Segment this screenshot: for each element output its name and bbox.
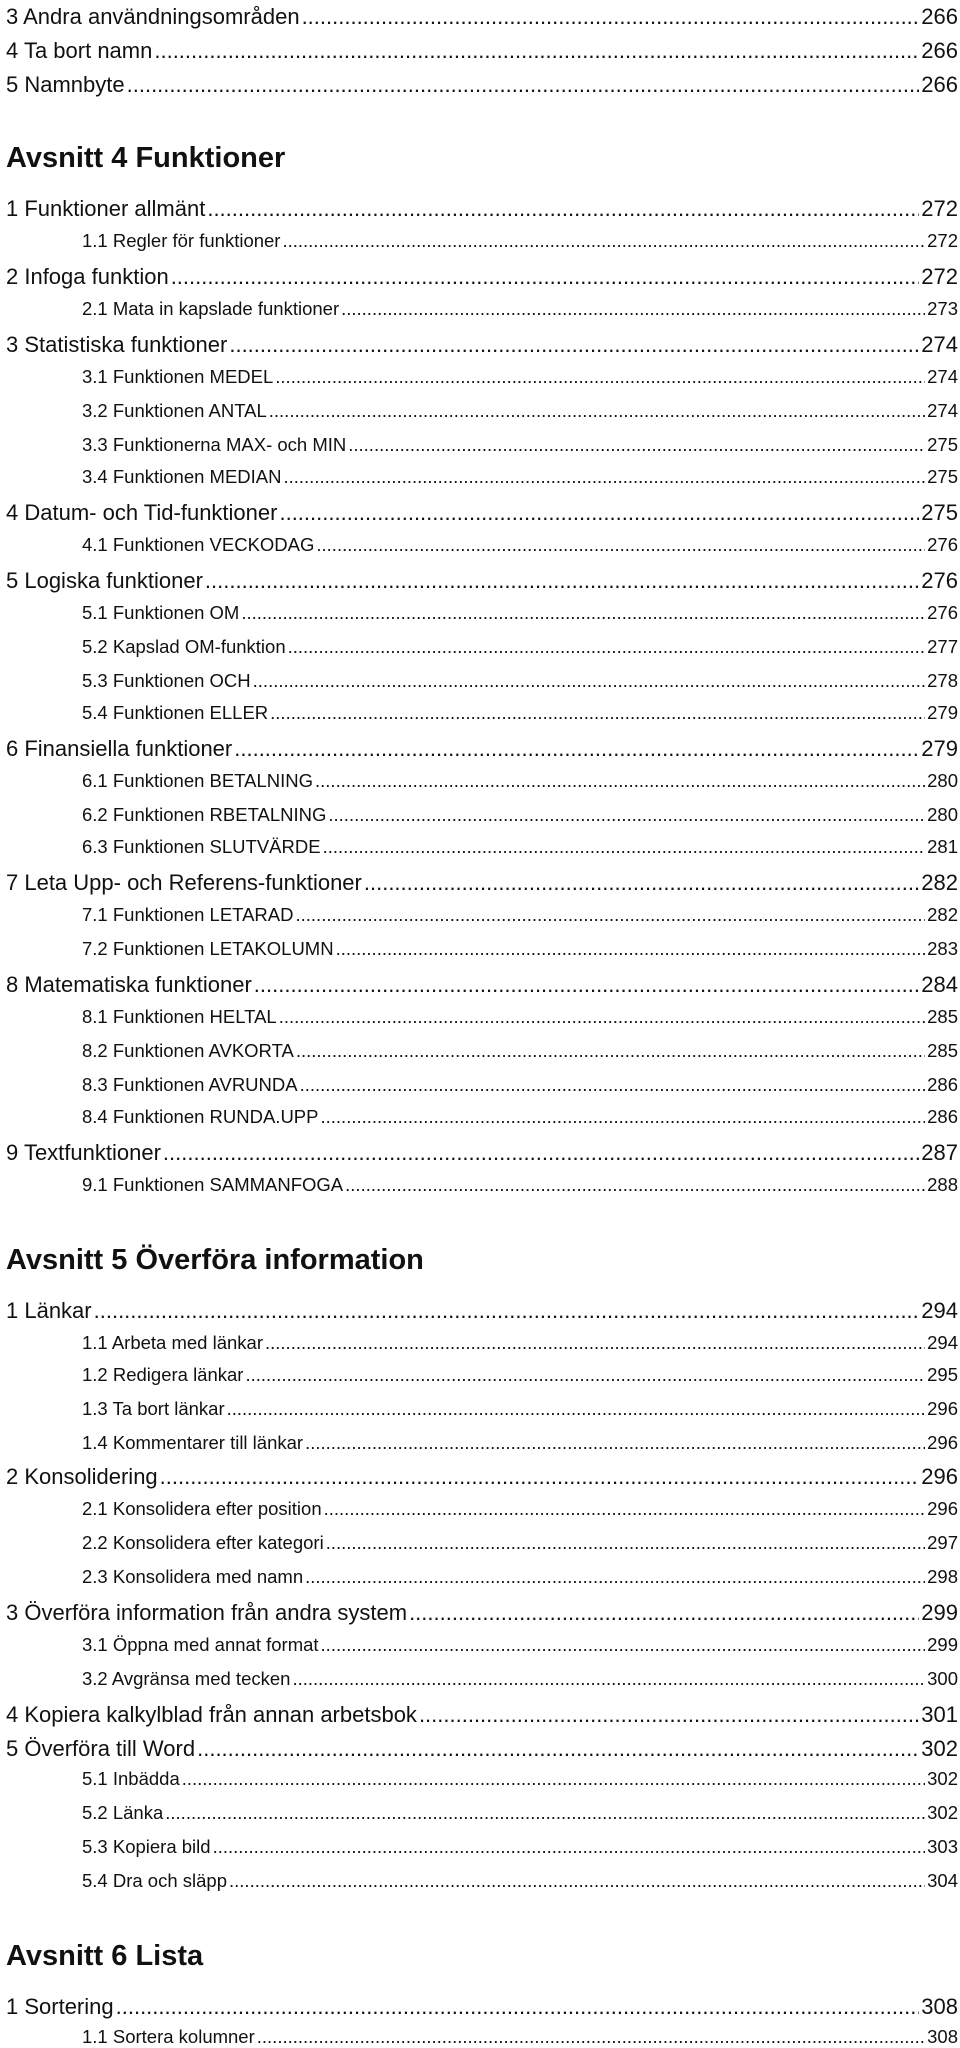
toc-page-number: 296 <box>921 1464 958 1489</box>
dot-leader <box>300 1074 926 1096</box>
dot-leader <box>227 1398 926 1420</box>
toc-page-number: 282 <box>927 904 958 925</box>
dot-leader <box>305 1432 925 1454</box>
dot-leader <box>328 804 925 826</box>
toc-page-number: 283 <box>927 938 958 959</box>
toc-entry[interactable] <box>6 1298 958 1324</box>
dot-leader <box>254 972 920 998</box>
toc-entry[interactable] <box>6 972 958 998</box>
dot-leader <box>213 1836 926 1858</box>
toc-entry[interactable] <box>6 4 958 30</box>
toc-entry[interactable] <box>6 1464 958 1490</box>
toc-page-number: 302 <box>921 1736 958 1761</box>
toc-subentry[interactable] <box>6 804 958 826</box>
dot-leader <box>269 400 925 422</box>
toc-entry-title: 6.1 Funktionen BETALNING <box>82 770 314 791</box>
dot-leader <box>229 332 919 358</box>
toc-subentry[interactable] <box>6 1006 958 1028</box>
toc-entry-title: 6.3 Funktionen SLUTVÄRDE <box>82 836 321 857</box>
dot-leader <box>245 1364 925 1386</box>
toc-entry-title: 9 Textfunktioner <box>6 1140 161 1165</box>
dot-leader <box>341 298 925 320</box>
toc-entry-title: 5 Namnbyte <box>6 72 125 97</box>
toc-entry-title: 4.1 Funktionen VECKODAG <box>82 534 315 555</box>
toc-page-number: 284 <box>921 972 958 997</box>
toc-entry-title: 3 Andra användningsområden <box>6 4 300 29</box>
toc-page-number: 281 <box>927 836 958 857</box>
toc-page-number: 300 <box>927 1668 958 1689</box>
toc-entry-title: 3.1 Funktionen MEDEL <box>82 366 274 387</box>
toc-entry-title: 7.2 Funktionen LETAKOLUMN <box>82 938 334 959</box>
toc-entry-title: 5.4 Funktionen ELLER <box>82 702 269 723</box>
toc-page-number: 277 <box>927 636 958 657</box>
toc-entry-title: 3.2 Avgränsa med tecken <box>82 1668 291 1689</box>
dot-leader <box>409 1600 919 1626</box>
dot-leader <box>288 636 926 658</box>
dot-leader <box>253 670 925 692</box>
toc-entry-title: 1.1 Arbeta med länkar <box>82 1332 263 1353</box>
dot-leader <box>171 264 920 290</box>
toc-entry-title: 8.4 Funktionen RUNDA.UPP <box>82 1106 319 1127</box>
toc-entry-title: 2.3 Konsolidera med namn <box>82 1566 304 1587</box>
toc-page-number: 308 <box>927 2026 958 2047</box>
toc-entry[interactable] <box>6 1600 958 1626</box>
toc-page-number: 278 <box>927 670 958 691</box>
toc-entry-title: 7.1 Funktionen LETARAD <box>82 904 294 925</box>
toc-subentry[interactable] <box>6 298 958 320</box>
toc-entry-title: 8.2 Funktionen AVKORTA <box>82 1040 294 1061</box>
toc-page-number: 285 <box>927 1006 958 1027</box>
toc-subentry[interactable] <box>6 1566 958 1588</box>
dot-leader <box>336 938 926 960</box>
toc-entry-title: 1 Länkar <box>6 1298 92 1323</box>
toc-page-number: 302 <box>927 1768 958 1789</box>
toc-entry-title: 3 Statistiska funktioner <box>6 332 228 357</box>
dot-leader <box>282 230 925 252</box>
toc-entry-title: 3.4 Funktionen MEDIAN <box>82 466 282 487</box>
dot-leader <box>127 72 920 98</box>
dot-leader <box>321 1634 926 1656</box>
toc-entry-title: 2 Konsolidering <box>6 1464 158 1489</box>
toc-page-number: 279 <box>921 736 958 761</box>
dot-leader <box>323 836 926 858</box>
toc-page-number: 275 <box>927 466 958 487</box>
dot-leader <box>160 1464 920 1490</box>
toc-entry-title: 4 Ta bort namn <box>6 38 153 63</box>
toc-page-number: 275 <box>927 434 958 455</box>
toc-page-number: 299 <box>921 1600 958 1625</box>
toc-subentry[interactable] <box>6 836 958 858</box>
section-heading: Avsnitt 5 Överföra information <box>6 1244 424 1276</box>
toc-subentry[interactable] <box>6 1398 958 1420</box>
toc-subentry[interactable] <box>6 1870 958 1892</box>
toc-entry[interactable] <box>6 870 958 896</box>
toc-entry[interactable] <box>6 1140 958 1166</box>
dot-leader <box>296 904 926 926</box>
dot-leader <box>305 1566 925 1588</box>
dot-leader <box>316 534 925 556</box>
toc-subentry[interactable] <box>6 670 958 692</box>
toc-entry-title: 5.4 Dra och släpp <box>82 1870 228 1891</box>
dot-leader <box>234 736 919 762</box>
toc-page-number: 274 <box>921 332 958 357</box>
toc-entry[interactable] <box>6 264 958 290</box>
toc-subentry[interactable] <box>6 1074 958 1096</box>
toc-page-number: 304 <box>927 1870 958 1891</box>
toc-subentry[interactable] <box>6 1364 958 1386</box>
dot-leader <box>292 1668 925 1690</box>
toc-page-number: 298 <box>927 1566 958 1587</box>
dot-leader <box>165 1802 925 1824</box>
toc-entry-title: 1.1 Regler för funktioner <box>82 230 281 251</box>
dot-leader <box>229 1870 925 1892</box>
toc-entry-title: 1.4 Kommentarer till länkar <box>82 1432 304 1453</box>
toc-page-number: 272 <box>927 230 958 251</box>
toc-subentry[interactable] <box>6 636 958 658</box>
dot-leader <box>182 1768 925 1790</box>
toc-page-number: 303 <box>927 1836 958 1857</box>
toc-page-number: 266 <box>921 72 958 97</box>
toc-page-number: 279 <box>927 702 958 723</box>
dot-leader <box>296 1040 925 1062</box>
toc-page-number: 276 <box>927 534 958 555</box>
toc-entry[interactable] <box>6 332 958 358</box>
toc-entry[interactable] <box>6 568 958 594</box>
toc-page-number: 276 <box>921 568 958 593</box>
dot-leader <box>321 1106 926 1128</box>
dot-leader <box>283 466 925 488</box>
toc-page-number: 308 <box>921 1994 958 2019</box>
toc-subentry[interactable] <box>6 1802 958 1824</box>
toc-entry-title: 5.2 Kapslad OM-funktion <box>82 636 286 657</box>
toc-entry-title: 3.2 Funktionen ANTAL <box>82 400 267 421</box>
toc-subentry[interactable] <box>6 602 958 624</box>
toc-entry-title: 9.1 Funktionen SAMMANFOGA <box>82 1174 344 1195</box>
dot-leader <box>265 1332 925 1354</box>
toc-page-number: 275 <box>921 500 958 525</box>
toc-entry[interactable] <box>6 1702 958 1728</box>
toc-subentry[interactable] <box>6 2026 958 2048</box>
dot-leader <box>205 568 919 594</box>
toc-entry[interactable] <box>6 72 958 98</box>
toc-entry-title: 4 Kopiera kalkylblad från annan arbetsbok <box>6 1702 417 1727</box>
toc-entry-title: 1 Funktioner allmänt <box>6 196 206 221</box>
toc-entry[interactable] <box>6 1994 958 2020</box>
dot-leader <box>326 1532 925 1554</box>
dot-leader <box>419 1702 919 1728</box>
toc-entry[interactable] <box>6 500 958 526</box>
dot-leader <box>302 4 920 30</box>
toc-entry[interactable] <box>6 38 958 64</box>
dot-leader <box>279 1006 925 1028</box>
toc-subentry[interactable] <box>6 1174 958 1196</box>
toc-page-number: 285 <box>927 1040 958 1061</box>
toc-entry-title: 5.1 Inbädda <box>82 1768 180 1789</box>
toc-page-number: 297 <box>927 1532 958 1553</box>
toc-page-number: 287 <box>921 1140 958 1165</box>
toc-entry-title: 5.2 Länka <box>82 1802 164 1823</box>
dot-leader <box>154 38 919 64</box>
toc-page-number: 282 <box>921 870 958 895</box>
toc-entry-title: 5 Logiska funktioner <box>6 568 203 593</box>
toc-page-number: 295 <box>927 1364 958 1385</box>
toc-page-number: 276 <box>927 602 958 623</box>
dot-leader <box>364 870 919 896</box>
toc-page-number: 280 <box>927 770 958 791</box>
toc-subentry[interactable] <box>6 1668 958 1690</box>
toc-page-number: 294 <box>921 1298 958 1323</box>
section-heading: Avsnitt 6 Lista <box>6 1940 204 1972</box>
toc-subentry[interactable] <box>6 1768 958 1790</box>
toc-entry-title: 5.1 Funktionen OM <box>82 602 240 623</box>
dot-leader <box>94 1298 920 1324</box>
toc-entry-title: 2 Infoga funktion <box>6 264 169 289</box>
toc-entry[interactable] <box>6 736 958 762</box>
toc-entry-title: 2.1 Mata in kapslade funktioner <box>82 298 340 319</box>
toc-page-number: 266 <box>921 38 958 63</box>
toc-entry-title: 4 Datum- och Tid-funktioner <box>6 500 278 525</box>
toc-entry-title: 1 Sortering <box>6 1994 114 2019</box>
toc-page-number: 301 <box>921 1702 958 1727</box>
toc-entry-title: 6 Finansiella funktioner <box>6 736 233 761</box>
dot-leader <box>116 1994 920 2020</box>
toc-entry-title: 3.3 Funktionerna MAX- och MIN <box>82 434 347 455</box>
toc-entry-title: 1.2 Redigera länkar <box>82 1364 244 1385</box>
toc-entry-title: 1.1 Sortera kolumner <box>82 2026 255 2047</box>
toc-subentry[interactable] <box>6 534 958 556</box>
toc-page-number: 299 <box>927 1634 958 1655</box>
toc-entry-title: 3 Överföra information från andra system <box>6 1600 408 1625</box>
toc-page-number: 294 <box>927 1332 958 1353</box>
toc-subentry[interactable] <box>6 904 958 926</box>
toc-page-number: 296 <box>927 1498 958 1519</box>
toc-page-number: 288 <box>927 1174 958 1195</box>
toc-subentry[interactable] <box>6 366 958 388</box>
toc-subentry[interactable] <box>6 1532 958 1554</box>
toc-subentry[interactable] <box>6 1332 958 1354</box>
toc-page-number: 286 <box>927 1074 958 1095</box>
dot-leader <box>207 196 919 222</box>
section-heading: Avsnitt 4 Funktioner <box>6 142 286 174</box>
dot-leader <box>197 1736 919 1762</box>
toc-entry-title: 8 Matematiska funktioner <box>6 972 252 997</box>
toc-entry[interactable] <box>6 1736 958 1762</box>
dot-leader <box>163 1140 919 1166</box>
dot-leader <box>315 770 925 792</box>
toc-page-number: 266 <box>921 4 958 29</box>
toc-page-number: 280 <box>927 804 958 825</box>
toc-page-number: 296 <box>927 1398 958 1419</box>
toc-entry-title: 6.2 Funktionen RBETALNING <box>82 804 327 825</box>
toc-page-number: 273 <box>927 298 958 319</box>
toc-subentry[interactable] <box>6 1498 958 1520</box>
toc-entry-title: 5.3 Kopiera bild <box>82 1836 211 1857</box>
toc-subentry[interactable] <box>6 1634 958 1656</box>
toc-subentry[interactable] <box>6 770 958 792</box>
toc-entry-title: 8.3 Funktionen AVRUNDA <box>82 1074 298 1095</box>
toc-subentry[interactable] <box>6 230 958 252</box>
toc-entry-title: 5 Överföra till Word <box>6 1736 196 1761</box>
dot-leader <box>324 1498 926 1520</box>
toc-subentry[interactable] <box>6 466 958 488</box>
toc-subentry[interactable] <box>6 938 958 960</box>
dot-leader <box>257 2026 925 2048</box>
toc-entry-title: 2.2 Konsolidera efter kategori <box>82 1532 324 1553</box>
dot-leader <box>275 366 925 388</box>
toc-subentry[interactable] <box>6 1106 958 1128</box>
toc-entry-title: 2.1 Konsolidera efter position <box>82 1498 322 1519</box>
toc-subentry[interactable] <box>6 434 958 456</box>
dot-leader <box>241 602 925 624</box>
toc-entry-title: 8.1 Funktionen HELTAL <box>82 1006 277 1027</box>
toc-page-number: 274 <box>927 400 958 421</box>
toc-subentry[interactable] <box>6 702 958 724</box>
toc-entry[interactable] <box>6 196 958 222</box>
dot-leader <box>345 1174 925 1196</box>
toc-subentry[interactable] <box>6 1040 958 1062</box>
toc-subentry[interactable] <box>6 1836 958 1858</box>
toc-entry-title: 7 Leta Upp- och Referens-funktioner <box>6 870 362 895</box>
toc-page-number: 274 <box>927 366 958 387</box>
toc-subentry[interactable] <box>6 400 958 422</box>
toc-page-number: 296 <box>927 1432 958 1453</box>
toc-page-number: 272 <box>921 196 958 221</box>
toc-entry-title: 3.1 Öppna med annat format <box>82 1634 319 1655</box>
toc-page-number: 272 <box>921 264 958 289</box>
dot-leader <box>270 702 925 724</box>
toc-page-number: 286 <box>927 1106 958 1127</box>
toc-subentry[interactable] <box>6 1432 958 1454</box>
dot-leader <box>279 500 919 526</box>
toc-entry-title: 5.3 Funktionen OCH <box>82 670 251 691</box>
dot-leader <box>348 434 925 456</box>
toc-page-number: 302 <box>927 1802 958 1823</box>
toc-entry-title: 1.3 Ta bort länkar <box>82 1398 225 1419</box>
